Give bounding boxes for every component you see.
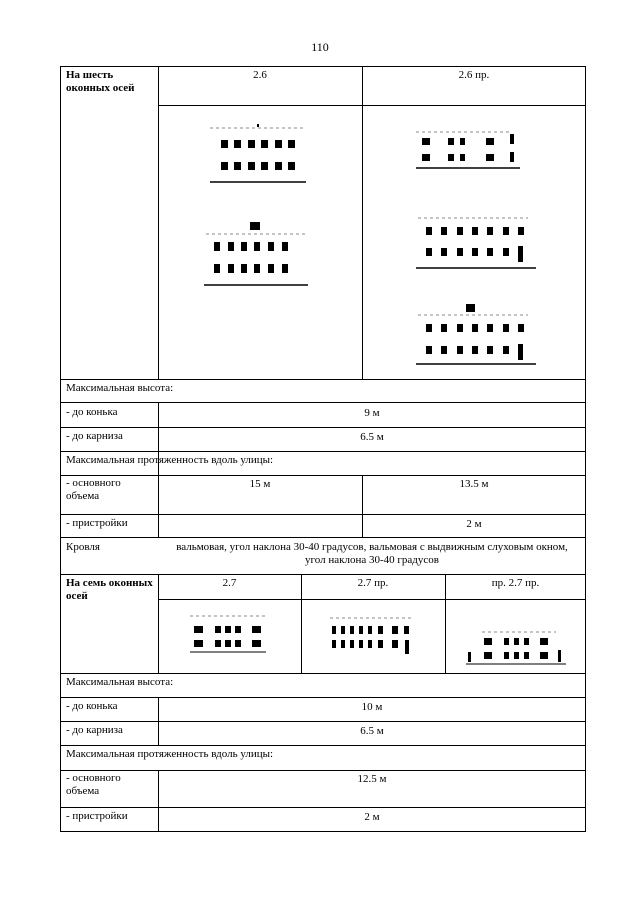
- section6-heading: На шесть оконных осей: [66, 69, 135, 94]
- cornice-value-1: 6.5 м: [360, 431, 384, 443]
- max-height-label-2: Максимальная высота:: [66, 676, 174, 688]
- facade-2-6pr-middle: [414, 210, 538, 274]
- cornice-value-2: 6.5 м: [360, 725, 384, 737]
- annex-label-1: - пристройки: [66, 517, 128, 529]
- ridge-label-2: - до конька: [66, 700, 118, 712]
- annex-value-2: 2 м: [364, 811, 380, 823]
- main-volume-label-2: - основного объема: [66, 772, 121, 797]
- facade-2-7pr: [328, 614, 418, 658]
- section7-heading: На семь оконных осей: [66, 577, 153, 602]
- facade-2-7: [188, 612, 268, 656]
- cornice-label-2: - до карниза: [66, 724, 123, 736]
- main-volume-value-2-6: 15 м: [249, 478, 271, 490]
- main-volume-value-2-6pr: 13.5 м: [459, 478, 489, 490]
- main-volume-value-2: 12.5 м: [357, 773, 387, 785]
- max-height-label-1: Максимальная высота:: [66, 382, 174, 394]
- max-length-label-1: Максимальная протяженность вдоль улицы:: [66, 454, 274, 466]
- col-2-7pr-label: 2.7 пр.: [357, 577, 389, 589]
- col-2-7-label: 2.7: [222, 577, 237, 589]
- ridge-label-1: - до конька: [66, 406, 118, 418]
- max-length-label-2: Максимальная протяженность вдоль улицы:: [66, 748, 274, 760]
- roof-value: вальмовая, угол наклона 30-40 градусов, вальмовая с выдвижным слуховым окном, угол наклона 30-40 градусов: [176, 541, 568, 566]
- facade-2-6-dormer: [202, 216, 310, 290]
- facade-2-6-top: [208, 118, 308, 186]
- col-2-6pr-label: 2.6 пр.: [458, 69, 490, 81]
- ridge-value-2: 10 м: [361, 701, 383, 713]
- facade-2-6pr-dormer: [414, 298, 538, 370]
- col-pr-2-7pr-label: пр. 2.7 пр.: [491, 577, 540, 589]
- cornice-label-1: - до карниза: [66, 430, 123, 442]
- regulation-table: [60, 66, 586, 832]
- annex-value-2-6pr: 2 м: [466, 518, 482, 530]
- annex-label-2: - пристройки: [66, 810, 128, 822]
- roof-label: Кровля: [66, 541, 100, 553]
- facade-pr-2-7pr: [464, 628, 568, 668]
- page-number: 110: [311, 40, 329, 54]
- main-volume-label-1: - основного объема: [66, 477, 121, 502]
- facade-2-6pr-top: [414, 128, 524, 172]
- col-2-6-label: 2.6: [253, 69, 267, 81]
- ridge-value-1: 9 м: [364, 407, 380, 419]
